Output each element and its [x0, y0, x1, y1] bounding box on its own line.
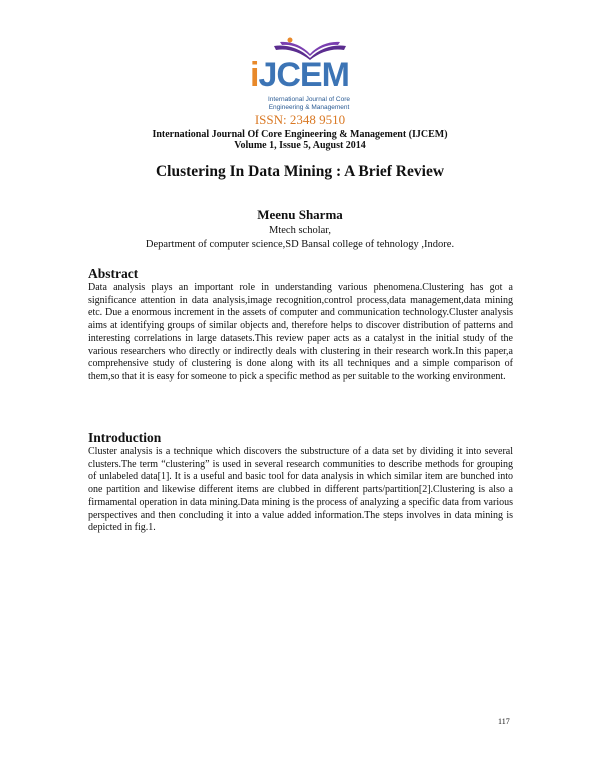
- author-name: Meenu Sharma: [257, 207, 343, 222]
- introduction-text: Cluster analysis is a technique which discovers the substructure of a data set by dividing it into several clusters.The term “clustering” is used in several research communities to describe methods for grouping of unlabeled data[1]. It is a useful and basic tool for data analysis in which similar item are bunched into one partition and likewise different items are clubbed in different parts/partition[2].Clustering is also a firmamental operation in data mining.Data mining is the process of analyzing a specific data from various perspectives and then concluding it into a value added information.The steps involves in data mining is depicted in fig.1.: [88, 446, 513, 534]
- logo-subtitle-line1: International Journal of Core: [267, 96, 351, 103]
- logo-wordmark: iJCEM: [250, 56, 349, 94]
- journal-volume: Volume 1, Issue 5, August 2014: [234, 140, 366, 151]
- logo-subtitle-line2: Engineering & Management: [268, 104, 350, 111]
- author-department: Department of computer science,SD Bansal college of tehnology ,Indore.: [145, 239, 455, 250]
- journal-logo: [248, 34, 368, 114]
- abstract-heading: Abstract: [88, 266, 139, 281]
- paper-title: Clustering In Data Mining : A Brief Review: [155, 163, 445, 180]
- page-number: 117: [498, 717, 510, 726]
- issn: ISSN: 2348 9510: [254, 112, 346, 127]
- abstract-text: Data analysis plays an important role in understanding various phenomena.Clustering has got a significance attention in data analysis,image recognition,control process,data management,data mining etc. Due a enormous increment in the assets of computer and communication technology.Cluster analysis aims at identifying groups of similar objects and, therefore helps to discover distribution of patterns and interesting correlations in large datasets.This review paper acts as a catalyst in the initial study of the various researchers who directly or indirectly deals with clustering in their research work.In this paper,a comprehensive study of clustering is done along with its all techniques and a simple comparison of them,so that it is easy for someone to pick a specific method as per suitable to the working environment.: [88, 282, 513, 382]
- introduction-heading: Introduction: [88, 430, 162, 445]
- journal-name: International Journal Of Core Engineering & Management (IJCEM): [152, 129, 448, 140]
- author-role: Mtech scholar,: [269, 225, 331, 236]
